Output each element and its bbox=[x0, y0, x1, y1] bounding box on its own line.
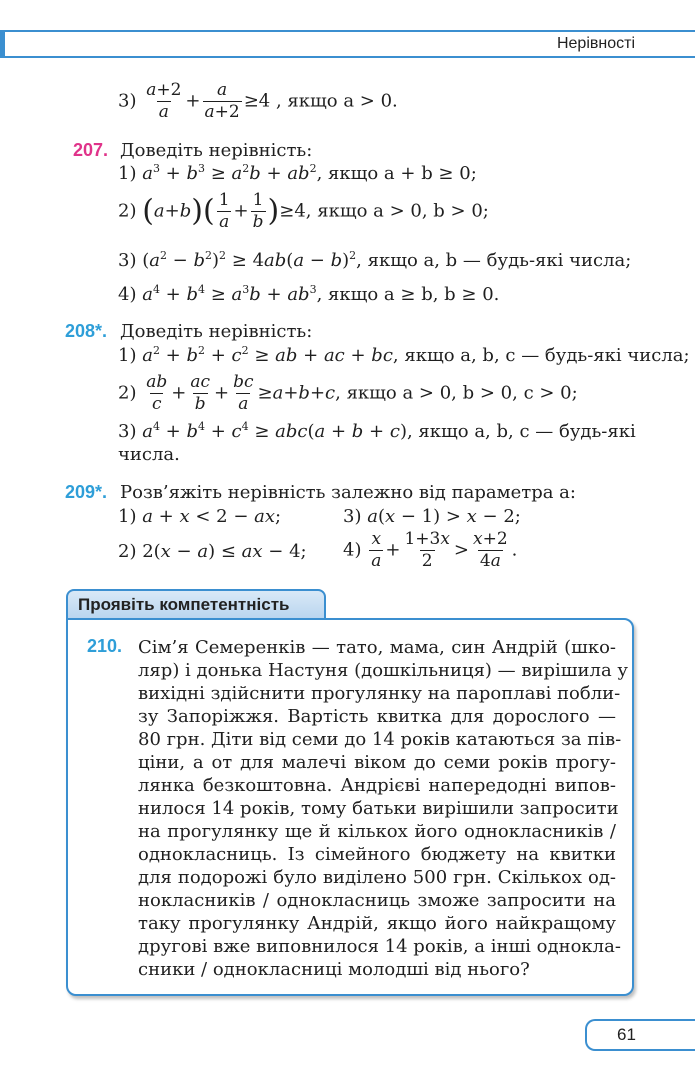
page-section-title: Нерівності bbox=[556, 35, 635, 52]
problem-number-209: 209*. bbox=[65, 482, 108, 502]
condition: , якщо a > 0, b > 0; bbox=[305, 200, 489, 222]
condition-word: , якщо bbox=[275, 90, 338, 112]
paragraph-line: 80 грн. Діти від семи до 14 років катаються за пів- bbox=[138, 729, 622, 750]
paragraph-line: лянка безкоштовна. Андрієві напередодні випов- bbox=[138, 775, 616, 796]
paragraph-line: другові вже виповнилося 14 років, а інші однокла- bbox=[138, 936, 621, 957]
paragraph-line: на прогулянку ще й кількох його однокласників / bbox=[138, 821, 616, 842]
fraction: $\frac{a+2}{a}$ bbox=[146, 80, 182, 122]
paragraph-line: нилося 14 років, тому батьки вирішили запросити bbox=[138, 798, 619, 819]
problem-207-item-1: 1) $a^3 + b^3 \ge a^2b + ab^2$, якщо a + b ≥ 0; bbox=[118, 162, 477, 184]
problem-208-item-2: 2) $\frac{ab}{c}$ + $\frac{ac}{b}$ + $\frac{bc}{a}$ ≥a+b+c, якщо a > 0, b > 0, c > 0; bbox=[118, 372, 578, 414]
paragraph-line: сники / однокласниці молодші від нього? bbox=[138, 959, 530, 980]
header-bar bbox=[0, 30, 695, 58]
problem-209-item-1: 1) a + x < 2 − ax; bbox=[118, 506, 282, 527]
problem-208-item-3: 3) $a^4 + b^4 + c^4 \ge abc(a + b + c)$, якщо a, b, c — будь-які bbox=[118, 420, 636, 442]
problem-206-item-3: 3) $\frac{a+2}{a}$ + $\frac{a}{a+2}$ ≥4 , якщо a > 0. bbox=[118, 80, 398, 122]
condition: , якщо a + b ≥ 0; bbox=[316, 163, 477, 184]
paragraph-line: ляр) і донька Настуня (дошкільниця) — вирішила у bbox=[138, 660, 629, 681]
paragraph-line: Сім’я Семеренків — тато, мама, син Андрій (шко- bbox=[138, 637, 616, 658]
paragraph-line: для подорожі було виділено 500 грн. Скількох од- bbox=[138, 867, 616, 888]
paragraph-line: вихідні здійснити прогулянку на пароплаві побли- bbox=[138, 683, 621, 704]
paragraph-line: таку прогулянку Андрій, якщо його найкращому bbox=[138, 913, 616, 934]
page-number: 61 bbox=[617, 1025, 636, 1044]
problem-207-item-3: 3) $(a^2 - b^2)^2 \ge 4ab(a - b)^2$, якщо a, b — будь-які числа; bbox=[118, 249, 632, 271]
problem-207-item-4: 4) $a^4 + b^4 \ge a^3b + ab^3$, якщо a ≥ b, b ≥ 0. bbox=[118, 283, 500, 305]
problem-number-207: 207. bbox=[73, 140, 109, 160]
paragraph-line: однокласниць. Із сімейного бюджету на квитки bbox=[138, 844, 616, 865]
problem-209-intro: Розв’яжіть нерівність залежно від параметра a: bbox=[120, 482, 576, 503]
competence-tab bbox=[66, 589, 326, 619]
fraction: $\frac{a}{a+2}$ bbox=[204, 80, 240, 122]
item-label: 3) bbox=[118, 90, 137, 112]
problem-number-208: 208*. bbox=[65, 321, 108, 341]
paragraph-line: нокласників / однокласниць зможе запросити на bbox=[138, 890, 616, 911]
problem-208-intro: Доведіть нерівність: bbox=[120, 321, 313, 342]
problem-208-item-1: 1) $a^2 + b^2 + c^2$ ≥ ab + ac + bc, якщо a, b, c — будь-які числа; bbox=[118, 344, 690, 366]
paragraph-line: зу Запоріжжя. Вартість квитка для дорослого — bbox=[138, 706, 616, 727]
problem-207-intro: Доведіть нерівність: bbox=[120, 140, 313, 161]
condition: , якщо a, b, c — будь-які числа; bbox=[392, 345, 690, 366]
problem-number-210: 210. bbox=[87, 636, 123, 656]
condition: , якщо a, b, c — будь-які bbox=[406, 421, 636, 442]
condition-value: a > 0. bbox=[343, 90, 398, 112]
page-number-box bbox=[585, 1019, 695, 1051]
problem-208-item-3-cont: числа. bbox=[118, 444, 180, 465]
condition: , якщо a > 0, b > 0, c > 0; bbox=[335, 382, 578, 404]
problem-209-item-4: 4) $\frac{x}{a}$ + $\frac{1+3x}{2}$ > $\frac{x+2}{4a}$ . bbox=[343, 529, 518, 571]
problem-209-item-3: 3) a(x − 1) > x − 2; bbox=[343, 506, 521, 527]
condition: , якщо a ≥ b, b ≥ 0. bbox=[316, 284, 500, 305]
problem-209-item-2: 2) 2(x − a) ≤ ax − 4; bbox=[118, 541, 307, 562]
competence-tab-label: Проявіть компетентність bbox=[78, 595, 290, 614]
problem-207-item-2: 2) (a+b)( $\frac{1}{a}$ + $\frac{1}{b}$ )≥4, якщо a > 0, b > 0; bbox=[118, 190, 489, 232]
condition: , якщо a, b — будь-які числа; bbox=[356, 250, 632, 271]
paragraph-line: ціни, а от для малечі віком до семи років прогу- bbox=[138, 752, 616, 773]
